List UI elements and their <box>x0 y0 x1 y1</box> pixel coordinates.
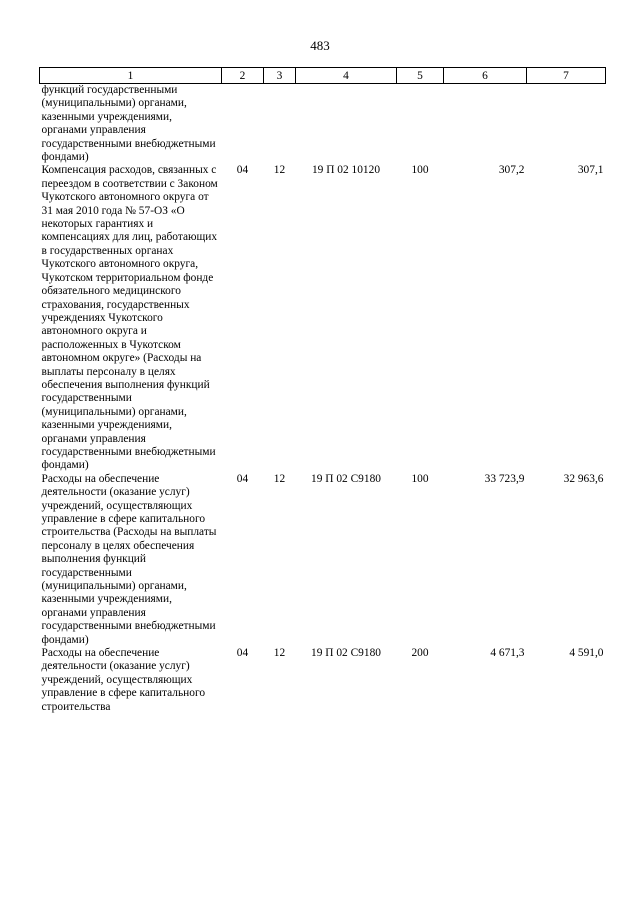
row-subsection: 12 <box>273 647 286 660</box>
row-expense-type: 100 <box>411 164 429 177</box>
column-header-4: 4 <box>296 68 397 84</box>
column-number-row <box>40 68 606 84</box>
table-row <box>40 84 606 165</box>
row-description: функций государственными (муниципальными) органами, казенными учреждениями, органами управления государственными внебюджетными фондами) <box>41 84 216 164</box>
row-section <box>222 84 264 165</box>
column-header-3: 3 <box>264 68 296 84</box>
row-description: Расходы на обеспечение деятельности (оказание услуг) учреждений, осуществляющих управление в сфере капитального строительства <box>41 647 206 713</box>
row-amount-1: 4 671,3 <box>490 647 525 660</box>
row-expense-type: 200 <box>411 647 429 660</box>
row-expense-type: 100 <box>411 472 429 485</box>
row-expense-type <box>397 84 444 165</box>
budget-table <box>39 67 606 714</box>
row-description: Расходы на обеспечение деятельности (оказание услуг) учреждений, осуществляющих управление в сфере капитального строительства (Расходы на выплаты персоналу в целях обеспечения выполнения функций государственными (муниципальными) органами, казенными учреждениями, органами управления государственными внебюджетными фондами) <box>41 472 217 646</box>
row-amount-2: 4 591,0 <box>569 647 604 660</box>
column-header-2: 2 <box>222 68 264 84</box>
table-row <box>40 647 606 714</box>
row-subsection: 12 <box>273 164 286 177</box>
row-section: 04 <box>236 647 249 660</box>
column-header-6: 6 <box>444 68 527 84</box>
row-subsection: 12 <box>273 472 286 485</box>
table-row <box>40 473 606 647</box>
row-amount-2: 307,1 <box>577 164 604 177</box>
page-number: 483 <box>310 38 330 53</box>
table-row <box>40 164 606 472</box>
row-target-item: 19 П 02 С9180 <box>311 472 381 485</box>
row-amount-2: 32 963,6 <box>563 472 604 485</box>
row-amount-2 <box>527 84 606 165</box>
row-amount-1 <box>444 84 527 165</box>
column-header-7: 7 <box>527 68 606 84</box>
column-header-1: 1 <box>40 68 222 84</box>
row-amount-1: 307,2 <box>498 164 525 177</box>
row-target-item: 19 П 02 10120 <box>311 164 381 177</box>
row-description: Компенсация расходов, связанных с переездом в соответствии с Законом Чукотского автономного округа от 31 мая 2010 года № 57-ОЗ «О некоторых гарантиях и компенсациях для лиц, работающих в государственных органах Чукотского автономного округа, Чукотском территориальном фонде обязательного медицинского страхования, государственных учреждениях Чукотского автономного округа и расположенных в Чукотском автономном округе» (Расходы на выплаты персоналу в целях обеспечения выполнения функций государственными (муниципальными) органами, казенными учреждениями, органами управления государственными внебюджетными фондами) <box>41 164 218 472</box>
column-header-5: 5 <box>397 68 444 84</box>
row-amount-1: 33 723,9 <box>484 472 525 485</box>
row-target-item: 19 П 02 С9180 <box>311 647 381 660</box>
row-target-item <box>296 84 397 165</box>
row-subsection <box>264 84 296 165</box>
row-section: 04 <box>236 164 249 177</box>
row-section: 04 <box>236 472 249 485</box>
